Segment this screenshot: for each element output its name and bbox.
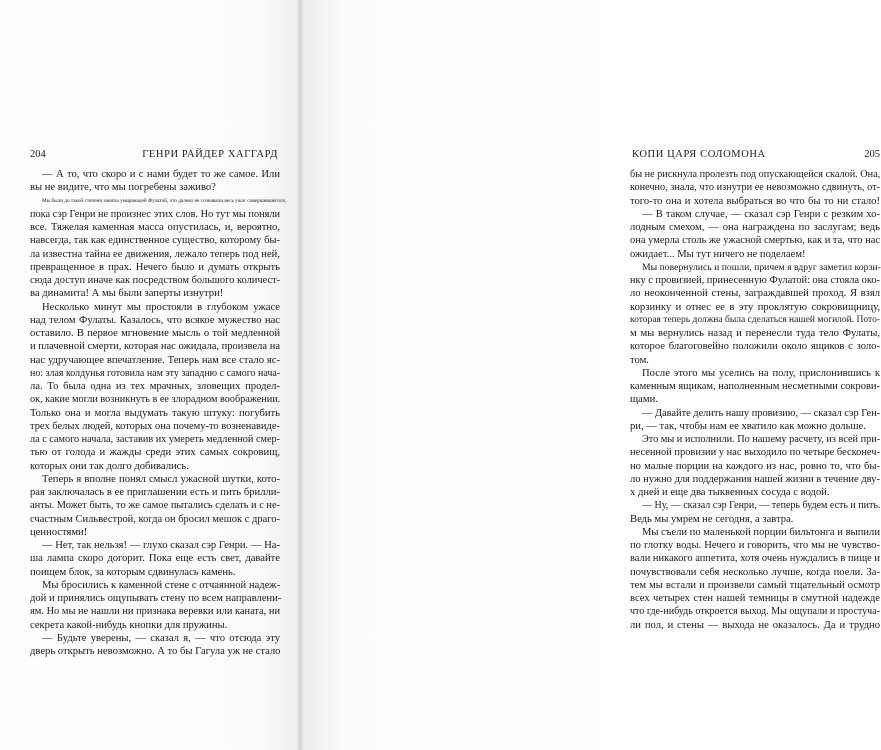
text-line: ла. То была одна из тех мрачных, зловещих продел-	[30, 381, 280, 392]
text-line: ло нужно для поддержания нашей жизни в течение дву-	[630, 473, 880, 485]
text-line: того-то она и хотела выбраться во что бы то ни стало!	[630, 195, 880, 207]
text-line: нку с провизией, принесенную Фулатой: она стояла око-	[630, 275, 880, 286]
text-line: анты. Может быть, то же самое пытались сделать и с не-	[30, 500, 280, 512]
text-line: каменным ящикам, наполненным несметными сокрови-	[630, 381, 880, 392]
text-line: вы не видите, что мы погребены заживо?	[30, 182, 216, 194]
text-line: но малые порции на каждого из нас, ровно то, что бы-	[630, 460, 880, 472]
text-line: и плачевной смерти, которая нас ожидала, произвела на	[30, 341, 280, 353]
text-line: — Давайте делить нашу провизию, — сказал сэр Ген-	[642, 407, 881, 419]
text-line: сюда доступ иначе как посредством большого количест-	[30, 275, 281, 286]
text-line: которая теперь должна была сделаться нашей могилой. Пото-	[630, 314, 880, 325]
text-line: пока сэр Генри не произнес этих слов. Но тут мы поняли	[30, 208, 280, 220]
text-line: над телом Фулаты. Казалось, что всякое мужество нас	[30, 314, 280, 326]
text-line: все. Тяжелая каменная масса опустилась, и, вероятно,	[30, 222, 280, 233]
text-line: Это мы и исполнили. По нашему расчету, из всей при-	[642, 434, 881, 445]
text-line: конечно, знала, что изнутри ее невозможно сдвинуть, от-	[630, 182, 880, 194]
text-line: счастным Сильвестрой, когда он бросил мешок с драго-	[30, 513, 280, 525]
text-line: Мы бросились к каменной стене с отчаянной надеж-	[42, 579, 281, 591]
right-page	[300, 0, 881, 750]
text-line: тем мы встали и произвели самый тщательный осмотр	[630, 579, 880, 591]
text-line: она умерла столь же ужасной смертью, как и та, что нас	[630, 235, 880, 247]
right-running-head	[632, 148, 880, 162]
text-line: — А то, что скоро и с нами будет то же самое. Или	[42, 169, 280, 180]
right-page-text	[630, 168, 880, 632]
text-line: ла известна тайна ее движения, лежало теперь под ней,	[30, 248, 280, 260]
book-gutter	[297, 0, 303, 750]
text-line: Мы повернулись и пошли, причем я вдруг заметил корзи-	[642, 261, 881, 273]
text-line: м мы вернулись назад и перенесли туда тело Фулаты,	[630, 328, 880, 339]
text-line: ло неоконченной стены, заграждавшей проход. Я взял	[630, 288, 880, 300]
text-line: Несколько минут мы простояли в глубоком ужасе	[42, 301, 280, 313]
text-line: которых они так долго добивались.	[30, 460, 189, 472]
text-line: нас удручающее впечатление. Теперь нам все стало яс-	[30, 354, 280, 366]
text-line: ценностями!	[30, 526, 88, 538]
text-line: — В таком случае, — сказал сэр Генри с резким хо-	[642, 208, 880, 220]
text-line: по глотку воды. Нечего и говорить, что мы не чувство-	[630, 540, 880, 551]
text-line: тью от голода и жажды среди этих самых сокровищ,	[30, 447, 280, 459]
text-line: несенной провизии у нас выходило по четыре бесконеч-	[630, 447, 880, 459]
text-line: дой и принялись ощупывать стену по всем направлени-	[30, 593, 282, 604]
text-line: После этого мы уселись на полу, прислонившись к	[642, 367, 880, 379]
text-line: поищем блок, за которым сдвинулась камень.	[30, 566, 236, 578]
text-line: рая заключалась в ее приглашении есть и пить брилли-	[30, 487, 280, 498]
text-line: вали никакого аппетита, хотя очень нуждались в пище и	[630, 553, 880, 565]
text-line: — Будьте уверены, — сказал я, — что отсюда эту	[42, 632, 280, 644]
text-line: но: злая колдунья готовила нам эту западню с самого нача-	[30, 367, 281, 379]
text-line: оставило. В первое мгновение мысль о той медленной	[30, 328, 280, 339]
text-line: — Ну, — сказал сэр Генри, — теперь будем есть и пить.	[642, 500, 881, 512]
left-page	[0, 0, 300, 750]
text-line: Мы были до такой степени заняты умирающей Фулатой, что далеко не сознавали весь ужас совершившегося,	[42, 197, 286, 204]
text-line: ша лампа скоро догорит. Пока еще есть свет, давайте	[30, 553, 280, 565]
left-page-text	[30, 168, 286, 658]
text-line: ожидает... Мы тут ничего не поделаем!	[630, 248, 806, 260]
text-line: Ведь мы умрем не сегодня, а завтра.	[630, 513, 794, 525]
text-line: Только она и могла выдумать такую штуку: погубить	[30, 407, 280, 419]
text-line: ва динамита! А мы были заперты изнутри!	[30, 288, 224, 300]
text-line: лодным смехом, — она награждена по заслугам; ведь	[630, 222, 880, 233]
text-line: почувствовали себя несколько лучше, когда поели. За-	[630, 566, 880, 578]
text-line: щами.	[630, 394, 658, 406]
text-line: том.	[630, 354, 649, 366]
text-line: Мы съели по маленькой порции бильтонга и выпили	[642, 526, 881, 538]
text-line: всех четырех стен нашей темницы в смутной надежде	[630, 593, 880, 604]
text-line: Теперь я вполне понял смысл ужасной шутки, кото-	[42, 473, 280, 485]
page-number-left: 204	[30, 149, 46, 160]
text-line: трех белых людей, которых она почему-то возненавиде-	[30, 420, 280, 432]
text-line: х дней и еще два тыквенных сосуда с водой.	[630, 487, 830, 498]
text-line: дверь открыть невозможно. А то бы Гагула уж не стало	[30, 646, 281, 657]
text-line: превращенное в прах. Нечего было и думать открыть	[30, 261, 280, 273]
text-line: — Нет, так нельзя! — глухо сказал сэр Генри. — На-	[42, 540, 280, 551]
running-title-book: КОПИ ЦАРЯ СОЛОМОНА	[632, 149, 766, 160]
text-line: секрета какой-нибудь кнопки для пружины.	[30, 619, 228, 631]
text-line: корзинку и отнес ее в эту проклятую сокровищницу,	[630, 301, 880, 313]
text-line: ли пол, и стены — выхода не оказалось. Да и трудно	[630, 619, 880, 631]
text-line: что где-нибудь откроется выход. Мы ощупали и простуча-	[630, 606, 880, 618]
page-number-right: 205	[864, 149, 880, 160]
left-running-head	[30, 148, 278, 162]
text-line: навсегда, так как единственное существо, которому бы-	[30, 235, 280, 247]
text-line: бы не рискнула пролезть под опускающейся скалой. Она,	[630, 169, 881, 180]
running-title-author: ГЕНРИ РАЙДЕР ХАГГАРД	[142, 149, 278, 160]
text-line: ок, какие могли возникнуть в ее злорадном воображении.	[30, 394, 281, 406]
text-line: ла с самого начала, заставив их умереть медленной смер-	[30, 434, 280, 445]
text-line: ям. Но мы не нашли ни признака веревки или каната, ни	[30, 606, 280, 618]
text-line: ри, — так, чтобы нам ее хватило как можно дольше.	[630, 420, 866, 432]
text-line: которое благоговейно положили около ящиков с золо-	[630, 341, 880, 353]
